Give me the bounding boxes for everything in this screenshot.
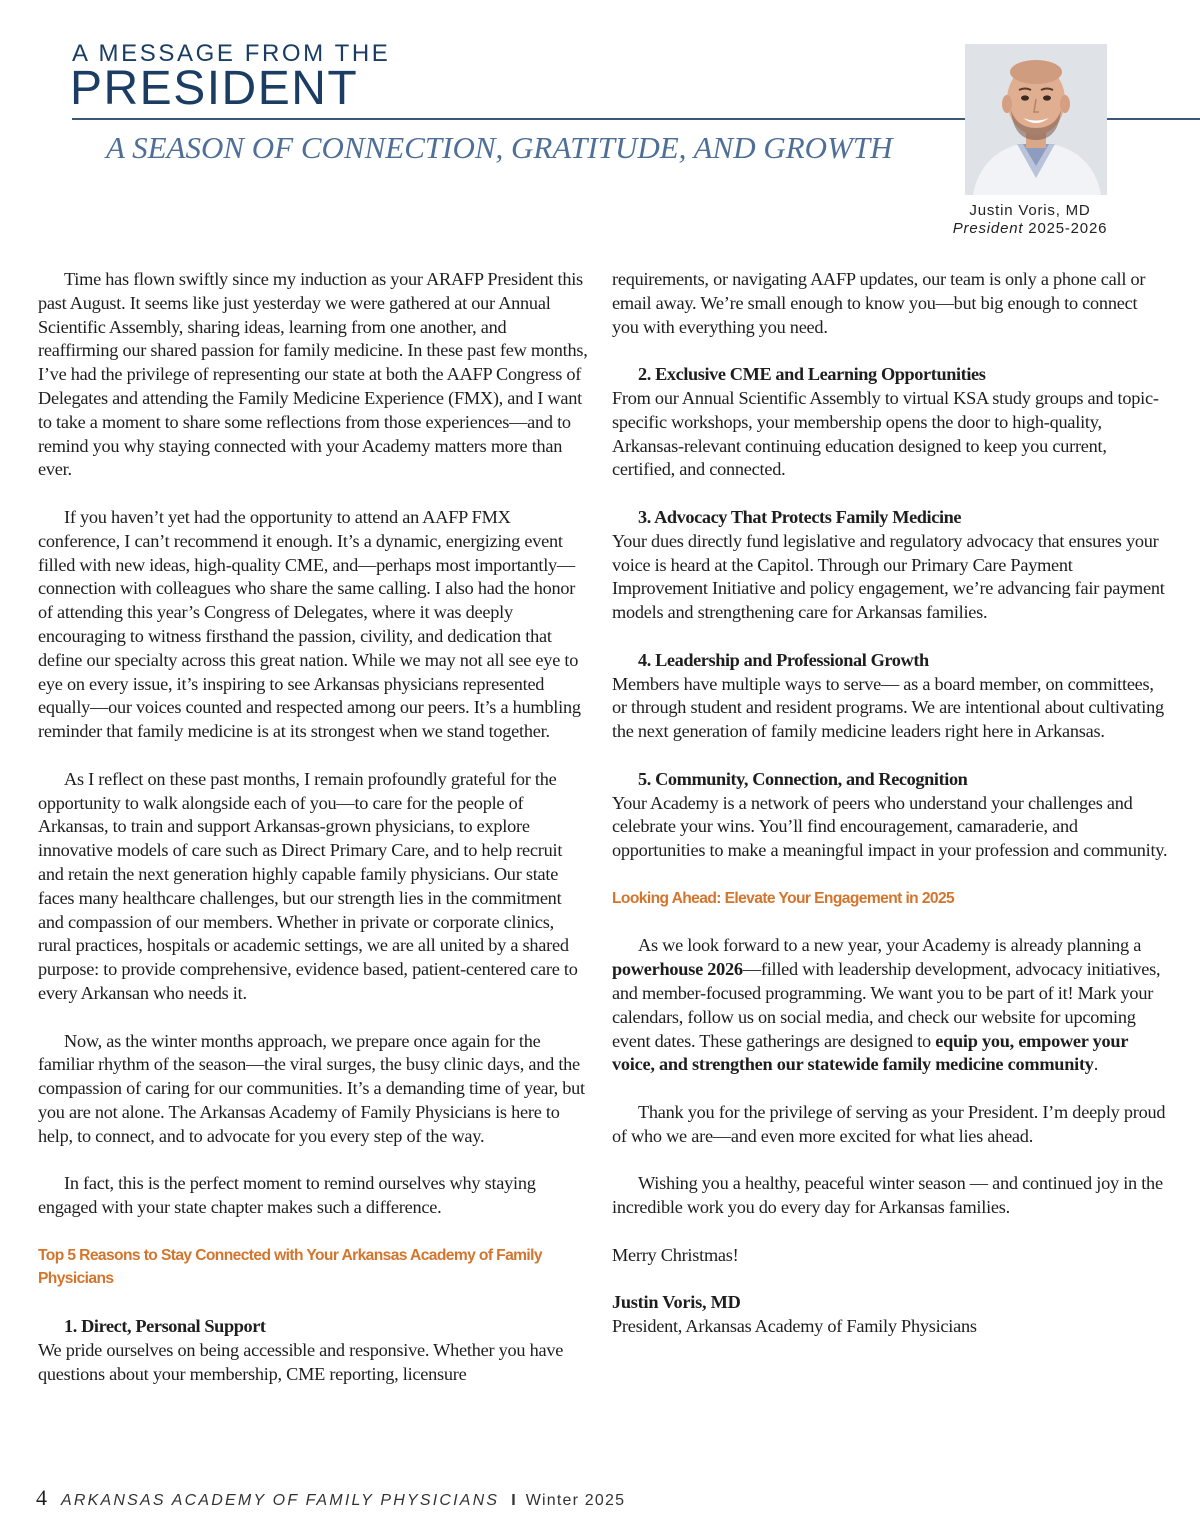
- reason-2-body: From our Annual Scientific Assembly to virtual KSA study groups and topic-specific workshops, your membership opens the door to high-quality, Arkansas-relevant continuing education designed to keep you current, certified, and connected.: [612, 387, 1159, 480]
- portrait-role: President: [952, 220, 1024, 237]
- paragraph-engaged: In fact, this is the perfect moment to remind ourselves why staying engaged with your state chapter makes such a difference.: [38, 1173, 536, 1218]
- issue-label: Winter 2025: [525, 1492, 626, 1509]
- right-column: [612, 268, 1168, 1339]
- ahead-text-2: —filled with leadership development, advocacy initiatives, and member-focused programming. We want you to be part of it! Mark your calendars, follow us on social media, and check our website for upcoming event dates. These gatherings are designed to: [612, 959, 1161, 1051]
- ahead-bold-2: equip you, empower your voice, and strengthen our statewide family medicine community: [612, 1030, 1128, 1075]
- reason-1-body-end: requirements, or navigating AAFP updates, our team is only a phone call or email away. We’re small enough to know you—but big enough to connect you with everything you need.: [612, 269, 1146, 337]
- reason-1-body-start: We pride ourselves on being accessible and responsive. Whether you have questions about your membership, CME reporting, licensure: [38, 1339, 564, 1384]
- page-title: PRESIDENT: [70, 62, 359, 115]
- reasons-heading: Top 5 Reasons to Stay Connected with Your Arkansas Academy of Family Physicians: [38, 1246, 542, 1288]
- page-number: 4: [36, 1485, 47, 1510]
- footer-divider: I: [511, 1492, 516, 1509]
- president-portrait-photo: [965, 44, 1107, 195]
- signature-title: President, Arkansas Academy of Family Physicians: [612, 1316, 977, 1337]
- reason-5-body: Your Academy is a network of peers who understand your challenges and celebrate your wins. You’ll find encouragement, camaraderie, and opportunities to make a meaningful impact in your profession and community.: [612, 792, 1168, 861]
- publication-name: ARKANSAS ACADEMY OF FAMILY PHYSICIANS: [61, 1492, 500, 1509]
- reason-4-body: Members have multiple ways to serve— as a board member, on committees, or through student and resident programs. We are intentional about cultivating the next generation of family medicine leaders right here in Arkansas.: [612, 673, 1164, 742]
- paragraph-thanks: Thank you for the privilege of serving as your President. I’m deeply proud of who we are—and even more excited for what lies ahead.: [612, 1101, 1166, 1146]
- paragraph-looking-ahead: [612, 934, 1168, 1077]
- portrait-caption-role: [930, 219, 1130, 238]
- reason-4-title: 4. Leadership and Professional Growth: [638, 649, 929, 670]
- paragraph-winter: Now, as the winter months approach, we prepare once again for the familiar rhythm of the season—the viral surges, the busy clinic days, and the compassion of caring for our communities. It’s a demanding time of year, but you are not alone. The Arkansas Academy of Family Physicians is here to help, to connect, and to advocate for you every step of the way.: [38, 1030, 585, 1146]
- looking-ahead-heading: Looking Ahead: Elevate Your Engagement in 2025: [612, 889, 955, 907]
- ahead-text-end: .: [1093, 1054, 1099, 1075]
- closing-greeting: Merry Christmas!: [612, 1244, 739, 1265]
- paragraph-wishes: Wishing you a healthy, peaceful winter season — and continued joy in the incredible work you do every day for Arkansas families.: [612, 1173, 1163, 1218]
- paragraph-fmx: If you haven’t yet had the opportunity to attend an AAFP FMX conference, I can’t recommend it enough. It’s a dynamic, energizing event filled with new ideas, high-quality CME, and—perhaps most importantly—connection with colleagues who share the same calling. I also had the honor of attending this year’s Congress of Delegates, where it was deeply encouraging to witness firsthand the passion, civility, and dedication that define our specialty across this great nation. While we may not all see eye to eye on every issue, it’s inspiring to see Arkansas physicians represented equally—our voices counted and respected among our peers. It’s a humbling reminder that family medicine is at its strongest when we stand together.: [38, 506, 581, 742]
- portrait-term: 2025-2026: [1028, 220, 1108, 237]
- reason-5-title: 5. Community, Connection, and Recognition: [638, 768, 968, 789]
- portrait-caption-name: Justin Voris, MD: [969, 202, 1091, 219]
- reason-3-body: Your dues directly fund legislative and regulatory advocacy that ensures your voice is heard at the Capitol. Through our Primary Care Payment Improvement Initiative and policy engagement, we’re advancing fair payment models and strengthening care for Arkansas families.: [612, 530, 1165, 623]
- ahead-bold-1: powerhouse 2026: [612, 959, 743, 980]
- ahead-text-1: As we look forward to a new year, your Academy is already planning a: [638, 935, 1142, 956]
- signature-name: Justin Voris, MD: [612, 1292, 741, 1313]
- reason-3-title: 3. Advocacy That Protects Family Medicine: [638, 506, 962, 527]
- article-subtitle: A SEASON OF CONNECTION, GRATITUDE, AND GROWTH: [106, 130, 893, 165]
- reason-1-title: 1. Direct, Personal Support: [64, 1316, 266, 1337]
- header-kicker: A MESSAGE FROM THE: [72, 40, 391, 67]
- page-footer: [36, 1485, 625, 1511]
- left-column: [38, 268, 590, 1386]
- paragraph-intro: Time has flown swiftly since my induction as your ARAFP President this past August. It seems like just yesterday we were gathered at our Annual Scientific Assembly, sharing ideas, learning from one another, and reaffirming our shared passion for family medicine. In these past few months, I’ve had the privilege of representing our state at both the AAFP Congress of Delegates and attending the Family Medicine Experience (FMX), and I want to take a moment to share some reflections from those experiences—and to remind you why staying connected with your Academy matters more than ever.: [38, 269, 588, 480]
- paragraph-reflection: As I reflect on these past months, I remain profoundly grateful for the opportunity to walk alongside each of you—to care for the people of Arkansas, to train and support Arkansas-grown physicians, to explore innovative models of care such as Direct Primary Care, and to help recruit and retain the next generation highly capable family physicians. Our state faces many healthcare challenges, but our strength lies in the commitment and compassion of our members. Whether in private or corporate clinics, rural practices, hospitals or academic settings, we are all united by a shared purpose: to provide comprehensive, evidence based, patient-centered care to every Arkansan who needs it.: [38, 768, 578, 1003]
- reason-2-title: 2. Exclusive CME and Learning Opportunities: [638, 364, 986, 385]
